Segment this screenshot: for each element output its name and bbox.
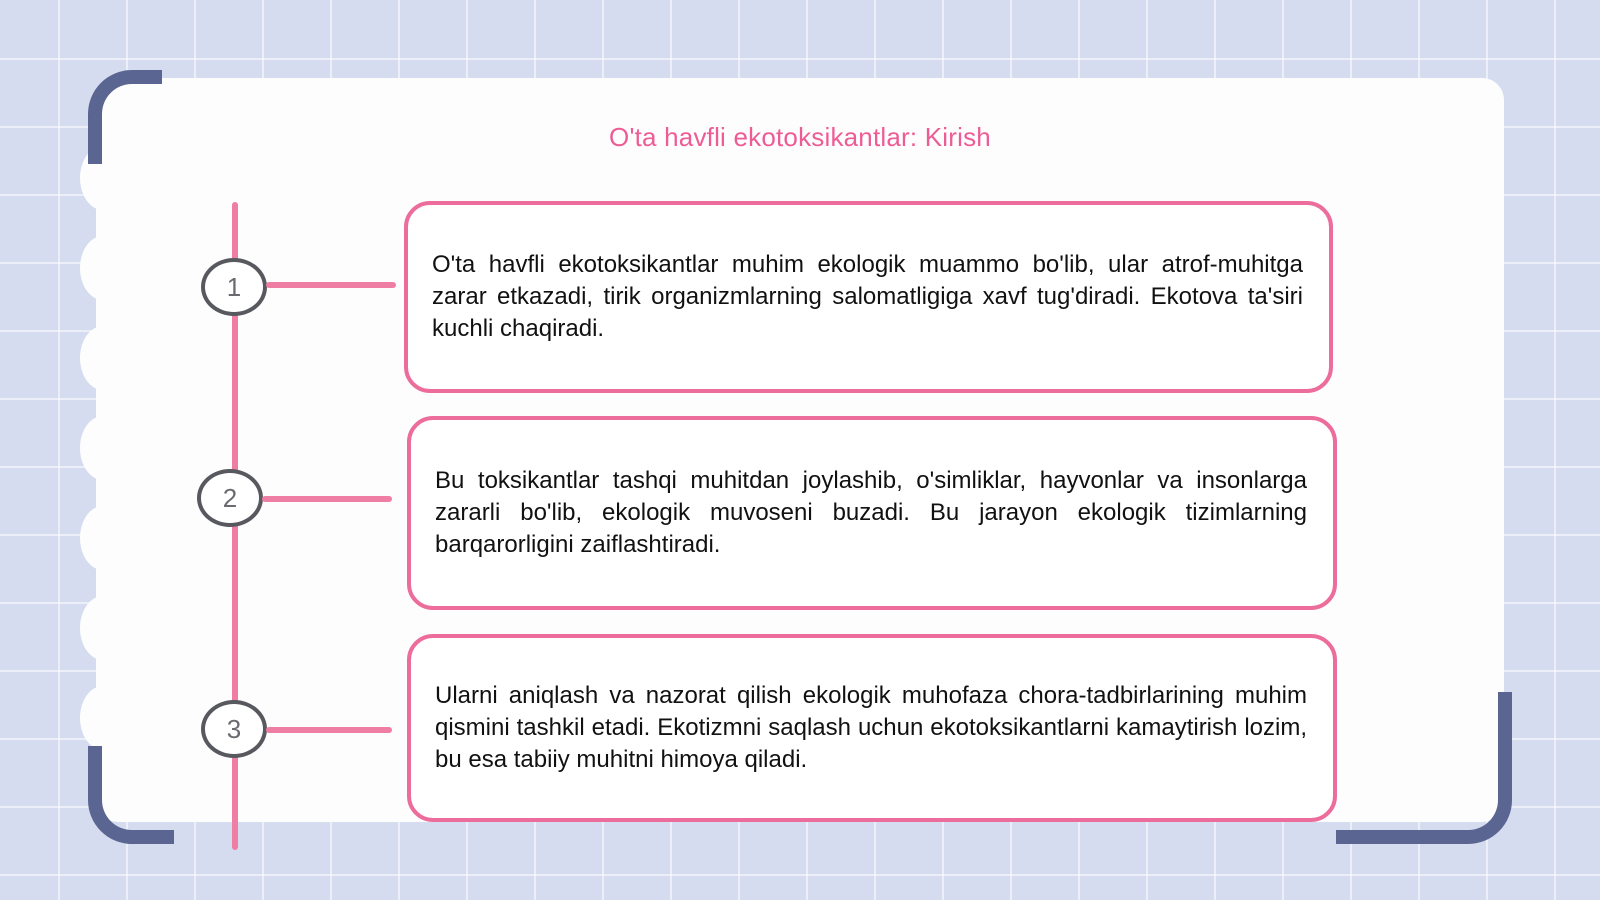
step-card [404, 201, 1333, 393]
paper-edge-scallop [80, 596, 126, 660]
paper-edge-scallop [80, 506, 126, 570]
step-number-circle: 3 [201, 700, 267, 758]
slide-title: O'ta havfli ekotoksikantlar: Kirish [609, 122, 991, 152]
step-number-circle: 1 [201, 258, 267, 316]
paper-edge-scallop [80, 326, 126, 390]
paper-edge-scallop [80, 236, 126, 300]
step-card [407, 634, 1337, 822]
paper-edge-scallop [80, 686, 126, 750]
step-text: O'ta havfli ekotoksikantlar muhim ekologik muammo bo'lib, ular atrof-muhitga zarar etkazadi, tirik organizmlarning salomatligiga xavf tug'diradi. Ekotova ta'siri kuchli chaqiradi. [432, 251, 1303, 342]
step-text: Bu toksikantlar tashqi muhitdan joylashib, o'simliklar, hayvonlar va insonlarga zararli bo'lib, ekologik muvoseni buzadi. Bu jarayon ekologik tizimlarning barqarorligini zaiflashtiradi. [435, 467, 1307, 558]
step-connector [266, 727, 392, 733]
step-connector [262, 496, 392, 502]
step-connector [266, 282, 396, 288]
step-number-circle: 2 [197, 469, 263, 527]
step-text: Ularni aniqlash va nazorat qilish ekologik muhofaza chora-tadbirlarining muhim qismini tashkil etadi. Ekotizmni saqlash uchun ekotoksikantlarni kamaytirish lozim, bu esa tabiiy muhitni himoya qiladi. [435, 682, 1307, 773]
frame-corner-bottom-right [1336, 692, 1512, 844]
paper-edge-scallop [80, 416, 126, 480]
step-card [407, 416, 1337, 610]
frame-corner-bottom-left [88, 746, 174, 844]
